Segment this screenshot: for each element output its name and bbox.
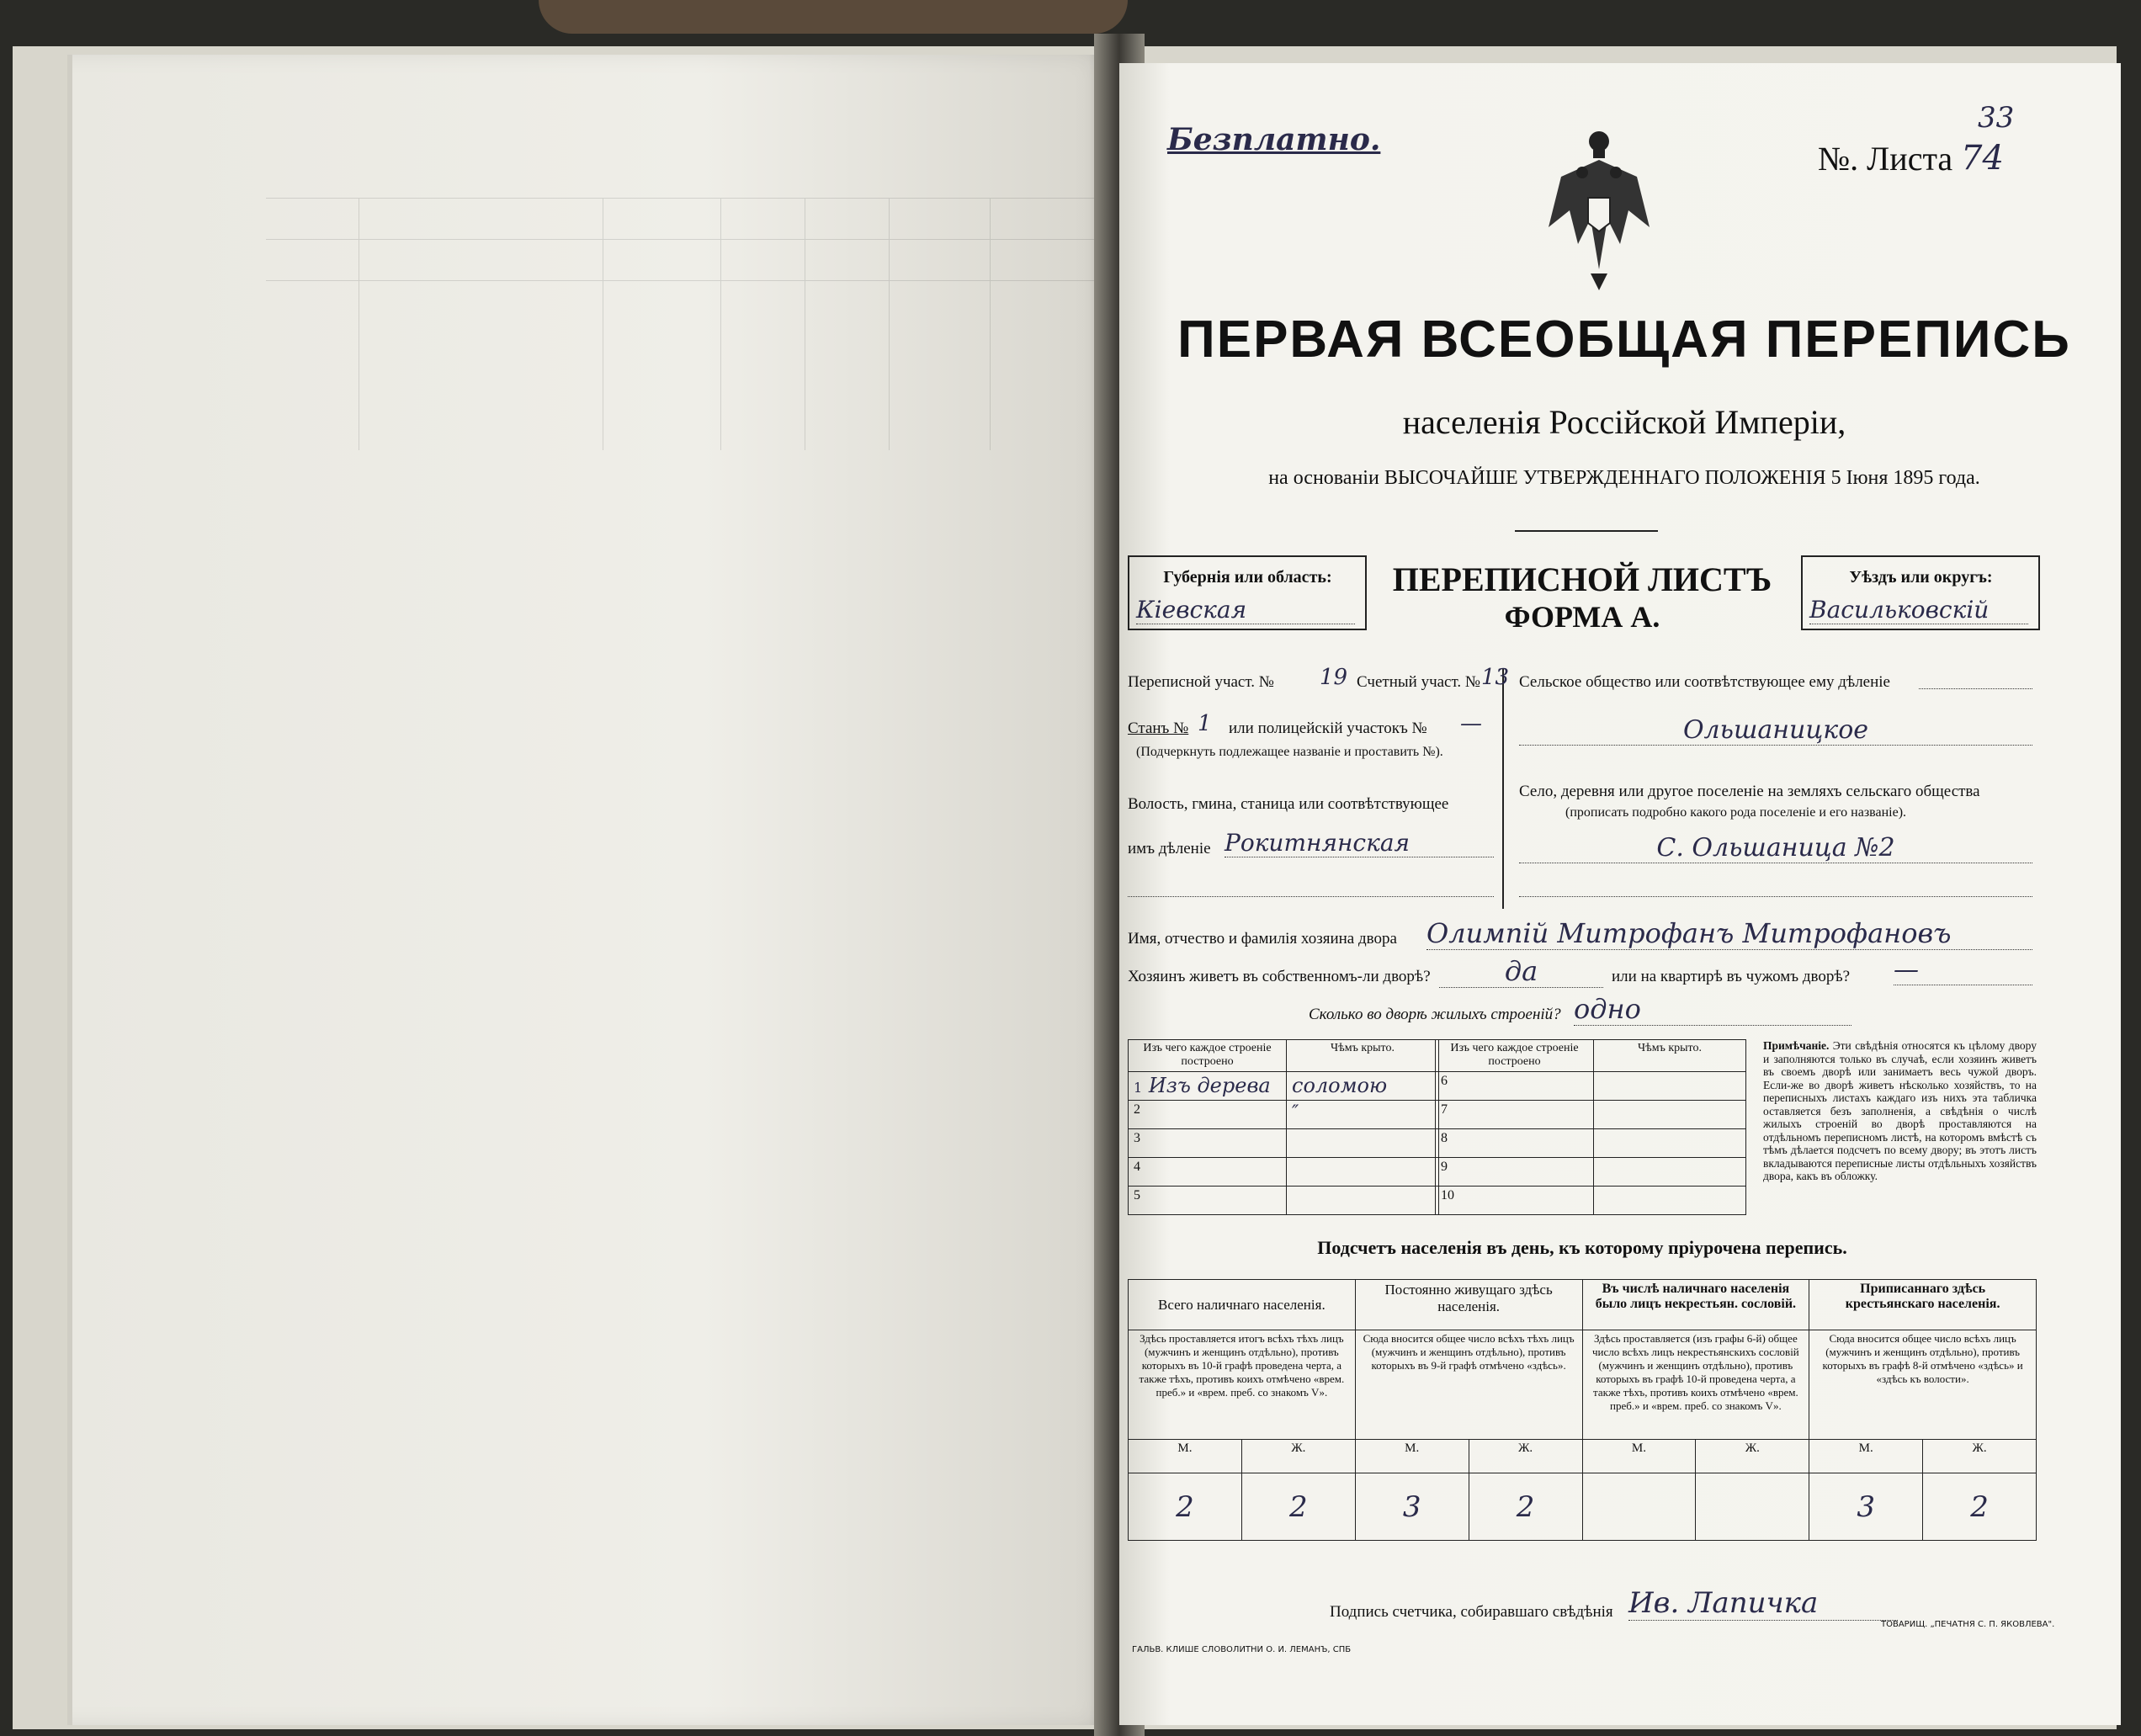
gubernia-value: Кіевская	[1136, 596, 1355, 624]
note-text: Эти свѣдѣнія относятся къ цѣлому двору и заполняются только въ случаѣ, если хозяинъ живетъ въ своемъ дворѣ или занимаетъ весь чужой дворъ. Если-же во дворѣ живетъ нѣсколько хозяйствъ, то на переписныхъ листахъ каждаго изъ нихъ эта табличка оставляется безъ заполненія, а свѣдѣнія о числѣ жилыхъ строеній во дворѣ проставляются на отдѣльномъ переписномъ листѣ, на которомъ вмѣстѣ съ тѣмъ дѣлается подсчетъ по всему двору; въ этотъ листъ вкладываются переписные листы отдѣльныхъ хозяйствъ двора, какъ въ обложку.	[1763, 1039, 2037, 1182]
note-block	[1763, 1039, 2037, 1183]
census-subtitle: населенія Россійской Имперіи,	[1402, 403, 1846, 441]
buildings-label: Сколько во дворѣ жилыхъ строеній?	[1309, 1006, 1561, 1023]
buildings-table-left	[1128, 1039, 1439, 1215]
ornament-divider	[1515, 530, 1658, 532]
page-number: 33	[1978, 101, 2015, 135]
count-title: Подсчетъ населенія въ день, къ которому пріурочена перепись.	[1317, 1237, 1847, 1258]
owner-label: Имя, отчество и фамилія хозяина двора	[1128, 930, 1397, 948]
material-col-header: Изъ чего каждое строеніе построено	[1129, 1040, 1287, 1072]
count-district-label: Счетный участ. №	[1357, 673, 1480, 691]
group-total-desc: Здѣсь проставляется итогъ всѣхъ тѣхъ лицъ (мужчинъ и женщинъ отдѣльно), противъ которыхъ въ 10-й графѣ проведена черта, а также тѣхъ, противъ коихъ отмѣчено «врем. преб.» и «врем. преб. со знакомъ V».	[1129, 1330, 1356, 1440]
own-yard-value: да	[1439, 955, 1603, 988]
stan-value: 1	[1198, 711, 1212, 736]
fields-divider	[1502, 669, 1504, 909]
permanent-f-value: 2	[1469, 1473, 1582, 1541]
table-row: 2 ″	[1129, 1101, 1439, 1129]
table-row: 8	[1436, 1129, 1746, 1158]
table-row	[1129, 1473, 2037, 1541]
count-district-value: 13	[1481, 665, 1510, 690]
volost-extra-line	[1128, 896, 1494, 897]
police-value: —	[1460, 711, 1482, 736]
table-row: 4	[1129, 1158, 1439, 1187]
roof-value: соломою	[1287, 1072, 1439, 1101]
peasant-f-value: 2	[1923, 1473, 2037, 1541]
society-line	[1919, 688, 2032, 689]
uezd-label: Уѣздъ или округъ:	[1849, 568, 1993, 587]
table-row: 9	[1436, 1158, 1746, 1187]
group-peasant-head: Приписаннаго здѣсь крестьянскаго населенія.	[1809, 1280, 2037, 1330]
table-row: 7	[1436, 1101, 1746, 1129]
signature-value: Ив. Лапичка	[1628, 1586, 1898, 1621]
volost-label: Волость, гмина, станица или соотвѣтствующее	[1128, 795, 1449, 813]
sheet-number-label: №. Листа	[1818, 140, 1953, 178]
census-title: ПЕРВАЯ ВСЕОБЩАЯ ПЕРЕПИСЬ	[1177, 311, 2071, 369]
group-permanent-desc: Сюда вносится общее число всѣхъ тѣхъ лицъ (мужчинъ и женщинъ отдѣльно), противъ которыхъ въ 9-й графѣ отмѣчено «здѣсь».	[1355, 1330, 1582, 1440]
volost-value: Рокитнянская	[1225, 829, 1494, 857]
bleed-through-grid	[266, 198, 1108, 450]
imperial-eagle-icon	[1544, 126, 1654, 295]
background-wood	[539, 0, 1128, 34]
form-name: ФОРМА А.	[1504, 600, 1660, 634]
census-district-value: 19	[1320, 665, 1348, 690]
free-label: Безплатно.	[1167, 122, 1381, 157]
table-row: 5	[1129, 1187, 1439, 1215]
printer-right: ТОВАРИЩ. „ПЕЧАТНЯ С. П. ЯКОВЛЕВА".	[1881, 1620, 2055, 1629]
society-label: Сельское общество или соотвѣтствующее ему дѣленіе	[1519, 673, 1890, 691]
peasant-m-value: 3	[1809, 1473, 1923, 1541]
stan-label: Станъ №	[1128, 719, 1189, 737]
census-district-label: Переписной участ. №	[1128, 673, 1274, 691]
noble-m-value	[1582, 1473, 1696, 1541]
noble-f-value	[1696, 1473, 1809, 1541]
owner-value: Олимпій Митрофанъ Митрофановъ	[1426, 917, 2032, 950]
rented-label: или на квартирѣ въ чужомъ дворѣ?	[1612, 968, 1851, 985]
group-noble-desc: Здѣсь проставляется (изъ графы 6-й) общее число всѣхъ лицъ некрестьянскихъ сословій (мужчинъ и женщинъ отдѣльно), противъ которыхъ въ графѣ 10-й проведена черта, а также тѣхъ, противъ коихъ отмѣчено «врем. преб.» и «врем. преб. со знакомъ V».	[1582, 1330, 1809, 1440]
signature-label: Подпись счетчика, собиравшаго свѣдѣнія	[1330, 1603, 1613, 1621]
roof-col-header: Чѣмъ крыто.	[1287, 1040, 1439, 1072]
police-label: или полицейскій участокъ №	[1229, 719, 1427, 737]
table-row: 1 Изъ дерева соломою	[1129, 1072, 1439, 1101]
underline-note: (Подчеркнуть подлежащее названіе и проставить №).	[1136, 745, 1443, 759]
village-label: Село, деревня или другое поселеніе на земляхъ сельскаго общества	[1519, 783, 1980, 800]
buildings-table-right: Изъ чего каждое строеніе построено Чѣмъ крыто. 6 7 8 9 10	[1435, 1039, 1746, 1215]
buildings-value: одно	[1574, 993, 1851, 1026]
gubernia-label: Губернія или область:	[1163, 568, 1332, 587]
volost-label-2: имъ дѣленіе	[1128, 840, 1211, 857]
group-total-head: Всего наличнаго населенія.	[1129, 1280, 1356, 1330]
census-basis: на основаніи ВЫСОЧАЙШЕ УТВЕРЖДЕННАГО ПОЛОЖЕНІЯ 5 Іюня 1895 года.	[1268, 467, 1980, 489]
rented-value: —	[1894, 955, 2032, 985]
material-value: Изъ дерева	[1148, 1074, 1271, 1097]
total-f-value: 2	[1241, 1473, 1355, 1541]
village-note: (прописать подробно какого рода поселеніе и его названіе).	[1565, 805, 1907, 820]
sheet-number-value: 74	[1961, 139, 2004, 178]
sheet-title: ПЕРЕПИСНОЙ ЛИСТЪ	[1392, 560, 1772, 598]
own-yard-label: Хозяинъ живетъ въ собственномъ-ли дворѣ?	[1128, 968, 1431, 985]
table-row: 6	[1436, 1072, 1746, 1101]
left-page-blank	[67, 55, 1120, 1725]
group-peasant-desc: Сюда вносится общее число всѣхъ лицъ (мужчинъ и женщинъ отдѣльно), противъ которыхъ въ графѣ 8-й отмѣчено «здѣсь» и «здѣсь къ волости».	[1809, 1330, 2037, 1440]
printer-left: ГАЛЬВ. КЛИШЕ СЛОВОЛИТНИ О. И. ЛЕМАНЪ, СПБ	[1132, 1645, 1352, 1654]
village-value: С. Ольшаница №2	[1519, 833, 2032, 863]
note-title: Примѣчаніе.	[1763, 1039, 1830, 1052]
f-header: Ж.	[1241, 1440, 1355, 1473]
m-header: М.	[1129, 1440, 1242, 1473]
society-value: Ольшаницкое	[1519, 715, 2032, 746]
table-row: 3	[1129, 1129, 1439, 1158]
village-extra-line	[1519, 896, 2032, 897]
population-count-table: Всего наличнаго населенія. Постоянно живущаго здѣсь населенія. Въ числѣ наличнаго населенія было лицъ некрестьян. сословій. Приписаннаго здѣсь крестьянскаго населенія. Здѣсь проставляется итогъ всѣхъ тѣхъ лицъ (мужчинъ и женщинъ отдѣльно), противъ которыхъ въ 10-й графѣ проведена черта, а также тѣхъ, противъ коихъ отмѣчено «врем. преб.» и «врем. преб. со знакомъ V». Сюда вносится общее число всѣхъ тѣхъ лицъ (мужчинъ и женщинъ отдѣльно), противъ которыхъ въ 9-й графѣ отмѣчено «здѣсь». Здѣсь проставляется (изъ графы 6-й) общее число всѣхъ лицъ некрестьянскихъ сословій (мужчинъ и женщинъ отдѣльно), противъ которыхъ въ графѣ 10-й проведена черта, а также тѣхъ, противъ коихъ отмѣчено «врем. преб.» и «врем. преб. со знакомъ V». Сюда вносится общее число всѣхъ лицъ (мужчинъ и женщинъ отдѣльно), противъ которыхъ въ графѣ 8-й отмѣчено «здѣсь» и «здѣсь къ волости». М. Ж. М. Ж. М. Ж. М. Ж. 2 2 3 2 3 2	[1128, 1279, 2037, 1541]
uezd-value: Васильковскій	[1809, 596, 2028, 624]
table-row: 10	[1436, 1187, 1746, 1215]
group-noble-head: Въ числѣ наличнаго населенія было лицъ некрестьян. сословій.	[1582, 1280, 1809, 1330]
permanent-m-value: 3	[1355, 1473, 1469, 1541]
total-m-value: 2	[1129, 1473, 1242, 1541]
group-permanent-head: Постоянно живущаго здѣсь населенія.	[1355, 1280, 1582, 1330]
